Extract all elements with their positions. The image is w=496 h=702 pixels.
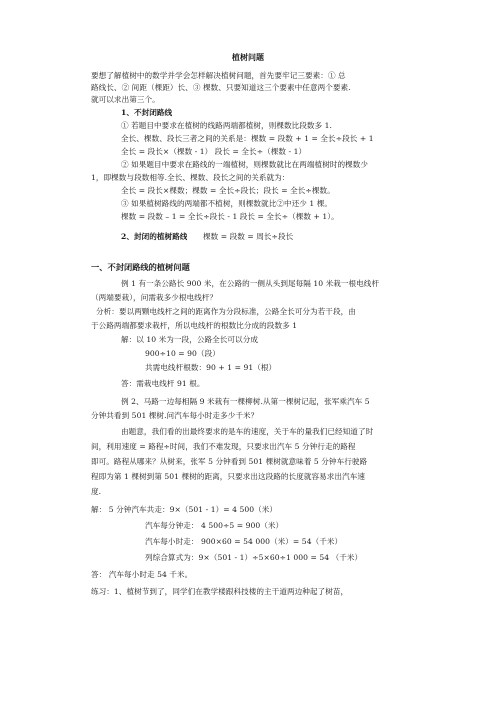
- section1-line-7: ③ 如果植树路线的两端都不植树，则棵数就比②中还少 1 棵。: [121, 199, 333, 208]
- intro-line-1: 要想了解植树中的数学并学会怎样解决植树问题，首先要牢记三要素：① 总: [91, 71, 346, 80]
- intro-line-2: 路线长、② 间距（棵距）长、③ 棵数、只要知道这三个要素中任意两个要素.: [91, 83, 351, 92]
- solution1-line-3: 共需电线杆根数：90 + 1 = 91（根）: [145, 363, 277, 372]
- example2-line-4: 间，利用速度 = 路程÷时间，我们不难发现，只要求出汽车 5 分钟行走的路程: [91, 442, 356, 451]
- solution1-answer: 答：需栽电线杆 91 根。: [121, 379, 205, 388]
- section1-line-3: 全长 = 段长×（棵数 - 1） 段长 = 全长÷（棵数 - 1）: [121, 147, 307, 156]
- example1-line-2: （两端要栽），问需栽多少根电线杆？: [91, 293, 218, 302]
- example1-line-1: 例 1 有一条公路长 900 米，在公路的一侧从头到尾每隔 10 米栽一根电线杆: [121, 279, 380, 288]
- section1-line-6: 全长 = 段长×棵数；棵数 = 全长÷段长；段长 = 全长÷棵数。: [121, 186, 335, 195]
- practice-line-1: 练习：1、植树节到了，同学们在教学楼跟科技楼的主干道两边种起了树苗，: [91, 587, 349, 596]
- section2-heading: 2、封闭的植树路线: [121, 232, 188, 241]
- solution1-line-1: 解：以 10 米为一段，公路全长可以分成: [121, 335, 258, 344]
- section1-heading: 1、不封闭路线: [121, 108, 173, 117]
- part1-heading: 一、不封闭路线的植树问题: [91, 262, 190, 272]
- solution2-line-2: 汽车每分钟走： 4 500÷5 = 900（米）: [145, 521, 284, 530]
- section1-line-5: 1，即棵数与段数相等.全长、棵数、段长之间的关系就为：: [91, 173, 290, 182]
- section1-line-1: ① 若题目中要求在植树的线路两端都植树，则棵数比段数多 1.: [121, 121, 333, 130]
- solution2-line-4: 列综合算式为：9×（501 - 1）÷5×60÷1 000 = 54 （千米）: [145, 553, 363, 562]
- analysis-line-2: 于公路两端都要求栽杆，所以电线杆的根数比分成的段数多 1: [91, 321, 298, 330]
- section1-line-4: ② 如果题目中要求在路线的一端植树，则棵数就比在两端植树时的棵数少: [121, 160, 369, 169]
- section2-formula: 棵数 = 段数 = 周长÷段长: [203, 232, 294, 241]
- example2-line-7: 度.: [91, 487, 102, 496]
- section1-line-2: 全长、棵数、段长三者之间的关系是：棵数 = 段数 + 1 = 全长÷段长 + 1: [121, 134, 374, 143]
- example2-line-3: 由题意，我们看的出最终要求的是车的速度，关于车的量我们已经知道了时: [121, 427, 374, 436]
- example2-line-5: 即可。路程从哪来？从树来，张军 5 分钟看到 501 棵树就意味着 5 分钟车行驶路: [91, 457, 368, 466]
- analysis-line-1: 分析：要以两颗电线杆之间的距离作为分段标准，公路全长可分为若干段，由: [96, 307, 356, 316]
- example2-line-6: 程即为第 1 棵树到第 501 棵树的距离，只要求出这段路的长度就容易求出汽车速: [91, 472, 365, 481]
- solution2-line-3: 汽车每小时走： 900×60 = 54 000（米）= 54（千米）: [145, 537, 343, 546]
- solution1-line-2: 900÷10 = 90（段）: [145, 349, 220, 358]
- example2-line-2: 分钟共看到 501 棵树.问汽车每小时走多少千米？: [91, 411, 259, 420]
- solution2-answer: 答： 汽车每小时走 54 千米。: [91, 570, 193, 579]
- example2-line-1: 例 2、马路一边每相隔 9 米栽有一棵柳树.从第一棵树记起，张军乘汽车 5: [121, 397, 370, 406]
- solution2-line-1: 解： 5 分钟汽车共走：9×（501 - 1）= 4 500（米）: [91, 505, 278, 514]
- doc-title: 植树问题: [231, 52, 265, 62]
- section1-line-8: 棵数 = 段数 – 1 = 全长÷段长 - 1 段长 = 全长÷（棵数 + 1）。: [121, 212, 339, 221]
- intro-line-3: 就可以求出第三个。: [91, 95, 160, 104]
